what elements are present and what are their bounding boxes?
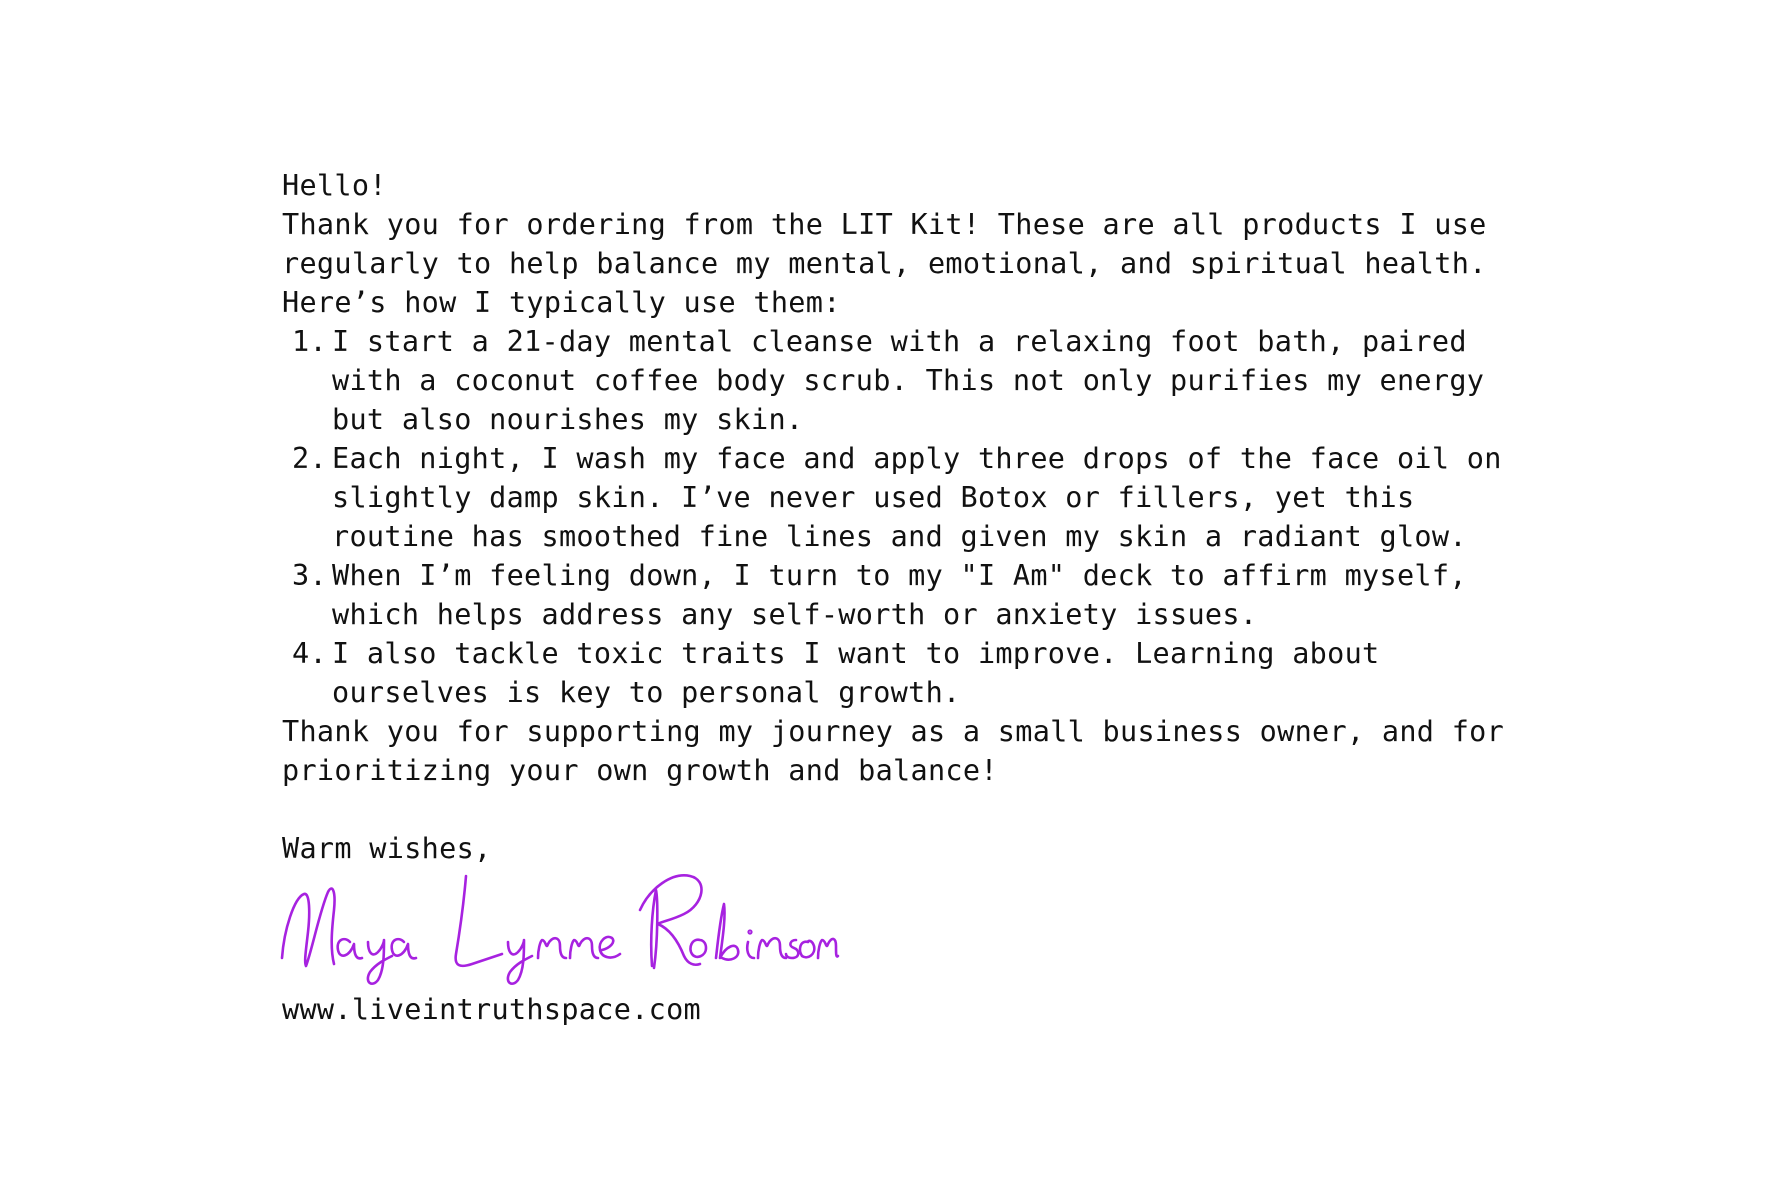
list-item-number: 2.: [292, 442, 327, 475]
list-item-number: 3.: [292, 559, 327, 592]
signoff: Warm wishes,: [282, 832, 492, 865]
list-item: [282, 439, 1542, 556]
list-item-text: When I’m feeling down, I turn to my "I Am" deck to affirm myself, which helps address any self-worth or anxiety issues.: [332, 559, 1467, 631]
closing-paragraph: Thank you for supporting my journey as a small business owner, and for prioritizing your own growth and balance!: [282, 715, 1522, 787]
list-item-text: I also tackle toxic traits I want to improve. Learning about ourselves is key to personal growth.: [332, 637, 1380, 709]
intro-paragraph: Thank you for ordering from the LIT Kit! These are all products I use regularly to help balance my mental, emotional, and spiritual health. Here’s how I typically use them:: [282, 208, 1505, 319]
list-item-number: 4.: [292, 637, 327, 670]
list-item: [282, 556, 1542, 634]
handwritten-signature: [280, 870, 840, 988]
list-item-text: Each night, I wash my face and apply three drops of the face oil on slightly damp skin. I’ve never used Botox or fillers, yet this routine has smoothed fine lines and given my skin a radiant glow.: [332, 442, 1502, 553]
greeting: Hello!: [282, 169, 387, 202]
letter-body: [282, 166, 1542, 1029]
usage-steps-list: [282, 322, 1542, 712]
website-url[interactable]: www.liveintruthspace.com: [282, 993, 702, 1026]
list-item: [282, 634, 1542, 712]
list-item-text: I start a 21-day mental cleanse with a relaxing foot bath, paired with a coconut coffee body scrub. This not only purifies my energy but also nourishes my skin.: [332, 325, 1485, 436]
blank-line: [282, 790, 1542, 829]
list-item: [282, 322, 1542, 439]
list-item-number: 1.: [292, 325, 327, 358]
